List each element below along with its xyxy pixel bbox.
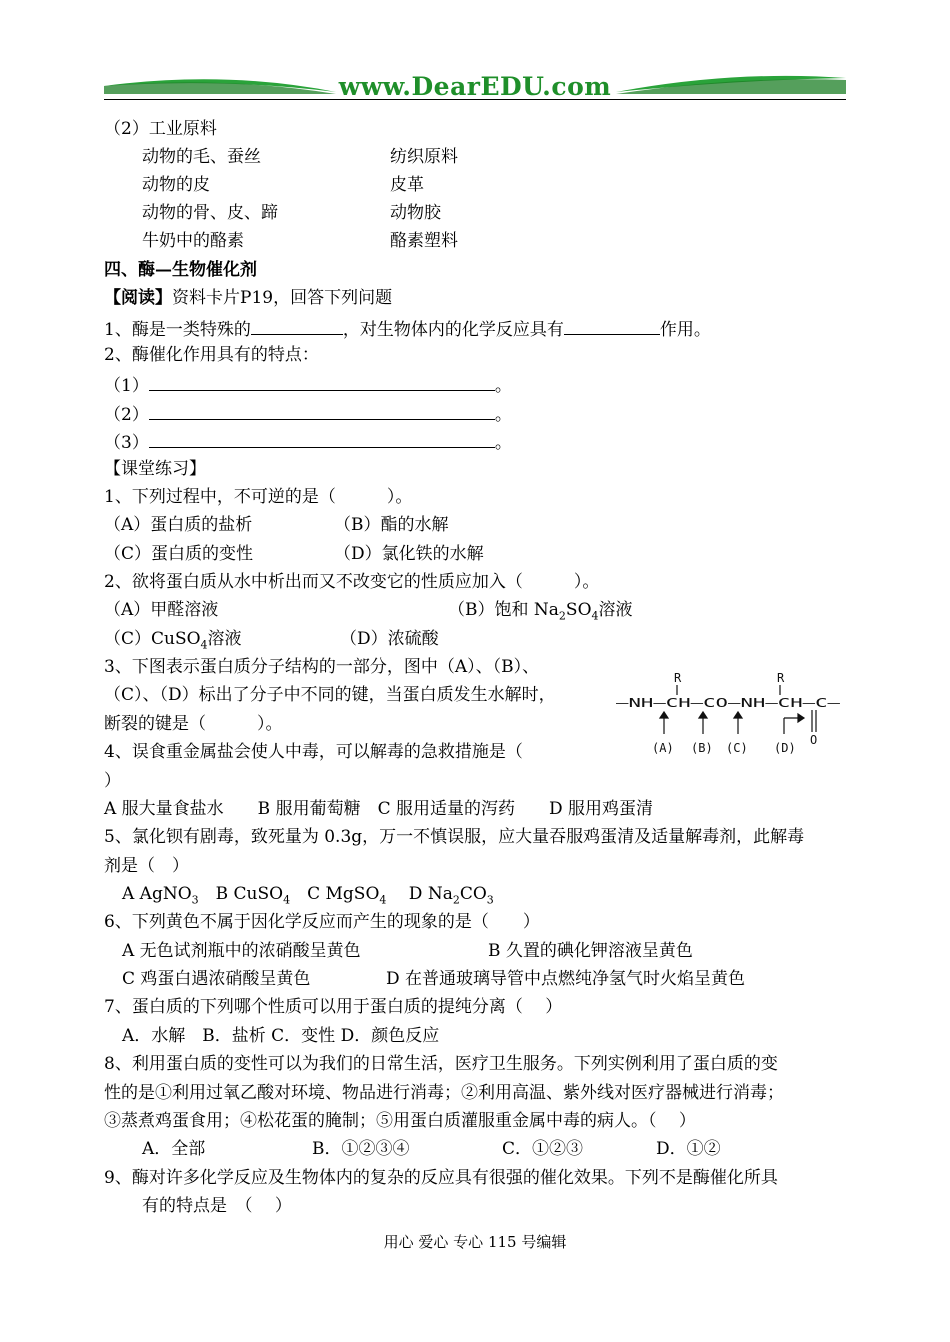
q3-line-2: （C）、（D）标出了分子中不同的键，当蛋白质发生水解时， — [104, 685, 556, 705]
peptide-chain-text: —NH—CH—CO—NH—CH—C— — [616, 696, 842, 710]
enzyme-q1-text-b: ，对生物体内的化学反应具有 — [342, 320, 564, 340]
enzyme-q1-text-a: 1、酶是一类特殊的 — [104, 320, 251, 340]
practice-q6: 6、下列黄色不属于因化学反应而产生的现象的是（ ） — [104, 912, 540, 932]
q2-b-sub-2: 4 — [591, 609, 599, 623]
q8-line-2: 性的是①利用过氧乙酸对环境、物品进行消毒；②利用高温、紫外线对医疗器械进行消毒； — [104, 1083, 784, 1103]
enzyme-heading: 四、酶—生物催化剂 — [104, 260, 257, 280]
q8-option-c: C．①②③ — [502, 1139, 584, 1159]
q1-option-c: （C）蛋白质的变性 — [104, 544, 254, 564]
industrial-row-1-right: 纺织原料 — [390, 147, 458, 167]
practice-heading: 【课堂练习】 — [104, 459, 206, 479]
enzyme-q1-text-c: 作用。 — [659, 320, 711, 340]
q1-option-b: （B）酯的水解 — [334, 515, 449, 535]
item-2-blank[interactable] — [149, 401, 495, 420]
practice-q2: 2、欲将蛋白质从水中析出而又不改变它的性质应加入（ ）。 — [104, 572, 600, 592]
q5-b-sub: 4 — [283, 893, 291, 907]
q8-option-a: A．全部 — [142, 1139, 206, 1159]
q9-line-1: 9、酶对许多化学反应及生物体内的复杂的反应具有很强的催化效果。下列不是酶催化所具 — [104, 1168, 778, 1188]
enzyme-item-3 — [104, 429, 512, 454]
logo-text: www.DearEDU.com — [338, 72, 612, 101]
site-logo-banner — [104, 66, 846, 106]
q5-c-sub: 4 — [379, 893, 387, 907]
q2-option-a: （A）甲醛溶液 — [104, 600, 219, 620]
q1-option-d: （D）氯化铁的水解 — [334, 544, 484, 564]
q2-c-text-1: （C）CuSO — [104, 629, 201, 649]
industrial-row-2-right: 皮革 — [390, 175, 424, 195]
q9-line-2: 有的特点是 （ ） — [142, 1196, 292, 1216]
header-rule — [104, 99, 846, 100]
enzyme-q2: 2、酶催化作用具有的特点： — [104, 345, 319, 365]
q8-option-b: B．①②③④ — [312, 1139, 410, 1159]
q2-b-text-3: 溶液 — [598, 600, 633, 620]
q2-option-d: （D）浓硫酸 — [340, 629, 439, 649]
q2-c-text-2: 溶液 — [207, 629, 242, 649]
q4-options: A 服大量食盐水 B 服用葡萄糖 C 服用适量的泻药 D 服用鸡蛋清 — [104, 799, 654, 819]
r-group-label-1: R — [674, 671, 682, 685]
q5-a-sub: 3 — [191, 893, 199, 907]
q6-option-d: D 在普通玻璃导管中点燃纯净氢气时火焰呈黄色 — [386, 969, 746, 989]
q3-line-1: 3、下图表示蛋白质分子结构的一部分，图中（A）、（B）、 — [104, 657, 540, 677]
read-text: 资料卡片P19，回答下列问题 — [172, 288, 393, 308]
q2-c-sub: 4 — [200, 638, 208, 652]
industrial-row-2-left: 动物的皮 — [142, 175, 210, 195]
q4-line-2: ） — [104, 771, 121, 791]
enzyme-q1-blank-1[interactable] — [251, 316, 343, 335]
q2-b-text-1: （B）饱和 Na — [448, 600, 559, 620]
q5-d-sub-1: 2 — [452, 893, 460, 907]
item-2-end: 。 — [494, 405, 512, 425]
q5-line-1: 5、氯化钡有剧毒，致死量为 0.3g，万一不慎误服，应大量吞服鸡蛋清及适量解毒剂，此解毒 — [104, 827, 805, 847]
r-group-label-2: R — [777, 671, 785, 685]
q6-option-b: B 久置的碘化钾溶液呈黄色 — [488, 941, 693, 961]
q5-line-2: 剂是（ ） — [104, 856, 189, 876]
q8-line-1: 8、利用蛋白质的变性可以为我们的日常生活，医疗卫生服务。下列实例利用了蛋白质的变 — [104, 1054, 778, 1074]
q3-line-3: 断裂的键是（ ）。 — [104, 714, 283, 734]
item-1-blank[interactable] — [149, 372, 495, 391]
bond-label-c: (C) — [726, 741, 748, 755]
item-1-label: （1） — [104, 376, 149, 396]
industrial-row-3-left: 动物的骨、皮、蹄 — [142, 203, 278, 223]
carbonyl-o-label: O — [810, 733, 818, 747]
page-footer: 用心 爱心 专心 115 号编辑 — [383, 1233, 567, 1251]
peptide-structure-diagram — [612, 668, 844, 760]
item-2-label: （2） — [104, 405, 149, 425]
bond-label-d: (D) — [774, 741, 796, 755]
industrial-row-4-left: 牛奶中的酪素 — [142, 231, 244, 251]
enzyme-item-2 — [104, 401, 512, 426]
q5-a-text: A AgNO — [122, 884, 192, 904]
industrial-row-4-right: 酪素塑料 — [390, 231, 458, 251]
item-1-end: 。 — [494, 376, 512, 396]
practice-q1: 1、下列过程中，不可逆的是（ ）。 — [104, 487, 413, 507]
industrial-row-3-right: 动物胶 — [390, 203, 441, 223]
q1-option-a: （A）蛋白质的盐析 — [104, 515, 253, 535]
read-line — [104, 287, 392, 309]
enzyme-q1 — [104, 316, 711, 341]
q5-c-text: C MgSO — [290, 884, 380, 904]
practice-q7: 7、蛋白质的下列哪个性质可以用于蛋白质的提纯分离（ ） — [104, 997, 563, 1017]
q5-d-text-2: CO — [459, 884, 487, 904]
industrial-row-1-left: 动物的毛、蚕丝 — [142, 147, 261, 167]
item-3-blank[interactable] — [149, 429, 495, 448]
q8-option-d: D．①② — [656, 1139, 721, 1159]
industrial-heading: （2）工业原料 — [104, 119, 217, 139]
q5-d-sub-2: 3 — [486, 893, 494, 907]
q7-options: A．水解 B．盐析 C．变性 D．颜色反应 — [122, 1026, 440, 1046]
q8-line-3: ③蒸煮鸡蛋食用；④松花蛋的腌制；⑤用蛋白质灌服重金属中毒的病人。（ ） — [104, 1111, 696, 1131]
item-3-label: （3） — [104, 433, 149, 453]
item-3-end: 。 — [494, 433, 512, 453]
q2-option-b — [448, 599, 633, 621]
enzyme-item-1 — [104, 372, 512, 397]
q2-b-sub-1: 2 — [558, 609, 566, 623]
q2-option-c — [104, 628, 242, 650]
q2-b-text-2: SO — [565, 600, 592, 620]
q6-option-c: C 鸡蛋白遇浓硝酸呈黄色 — [122, 969, 311, 989]
q6-option-a: A 无色试剂瓶中的浓硝酸呈黄色 — [122, 941, 361, 961]
bond-label-a: (A) — [652, 741, 674, 755]
q4-line-1: 4、误食重金属盐会使人中毒，可以解毒的急救措施是（ — [104, 742, 523, 762]
bond-label-b: (B) — [691, 741, 713, 755]
read-tag: 【阅读】 — [104, 288, 172, 308]
bond-arrows — [660, 712, 804, 734]
q5-b-text: B CuSO — [198, 884, 284, 904]
q5-options — [122, 883, 494, 905]
enzyme-q1-blank-2[interactable] — [564, 316, 660, 335]
q5-d-text: D Na — [386, 884, 453, 904]
